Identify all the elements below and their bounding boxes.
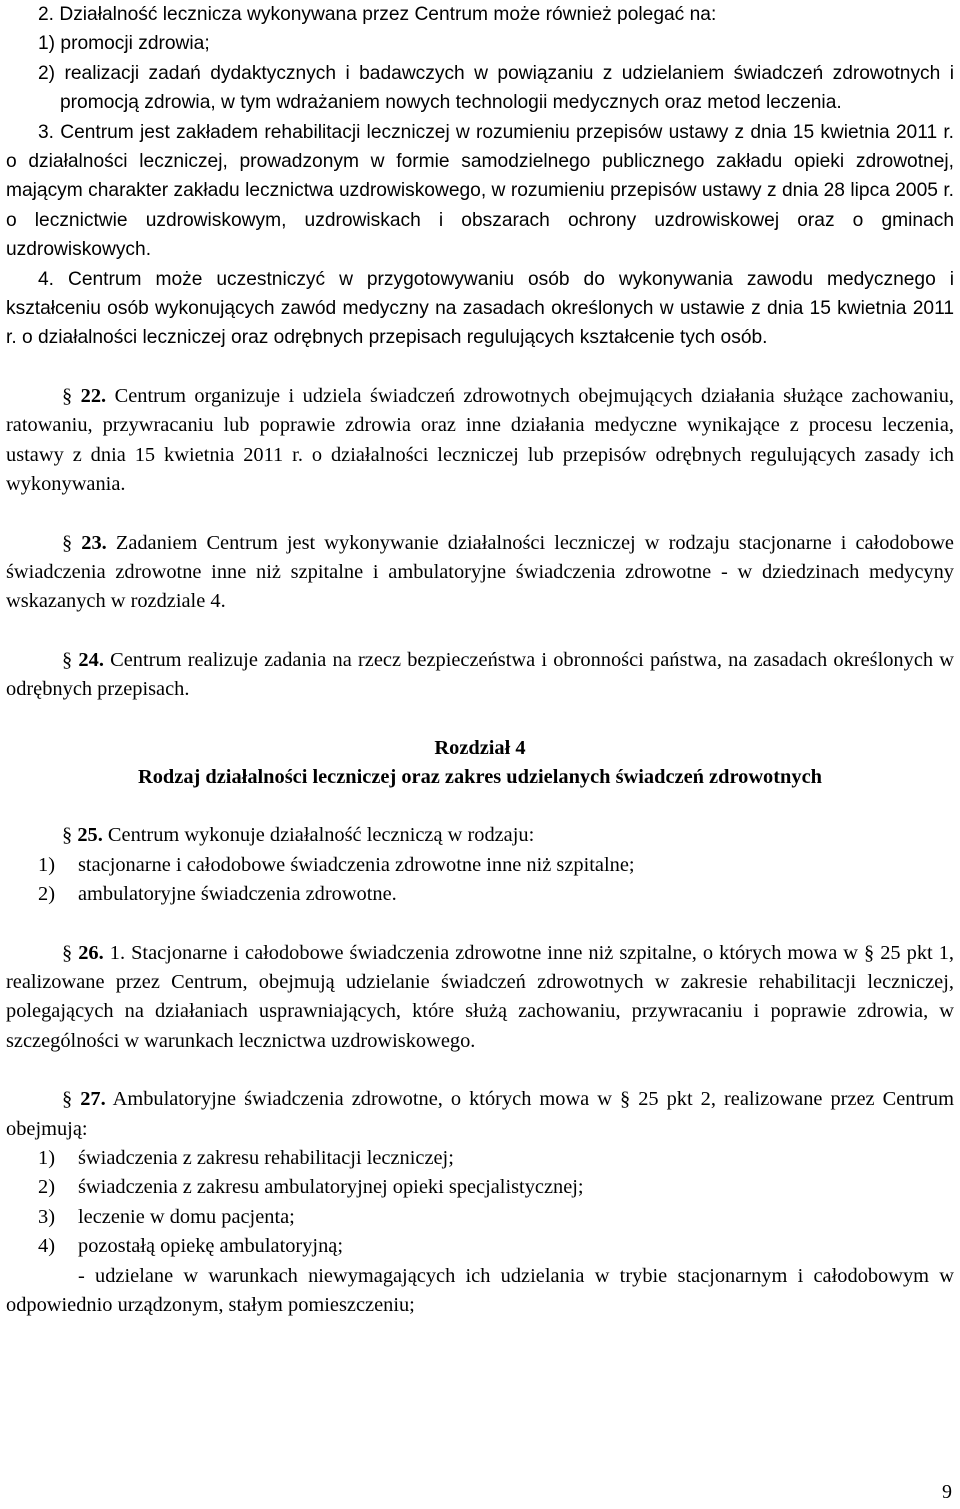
section-sign: § — [62, 941, 73, 964]
section-sign: § — [62, 648, 73, 671]
list-number: 1) — [38, 853, 55, 876]
list-number: 4) — [38, 1235, 55, 1258]
list-text: pozostałą opiekę ambulatoryjną; — [78, 1235, 343, 1258]
section-sign: § — [62, 531, 73, 554]
section-sign: § — [62, 824, 73, 847]
item-3-text-b: o działalności leczniczej, prowadzonym w formie samodzielnego publicznego zakładu opieki zdrowotnej, mającym charakter zakładu lecznictwa uzdrowiskowego, w rozumieniu przepisów ustawy z dnia 28 lipca 2005 r. o lecznictwie uzdrowiskowym, uzdrowiskach i obszarach ochrony uzdrowiskowej oraz o gminach uzdrowiskowych. — [6, 151, 954, 261]
item-3-number: 3. — [38, 121, 55, 143]
section-27-item — [6, 1232, 954, 1261]
spacer — [6, 500, 954, 529]
list-text: stacjonarne i całodobowe świadczenia zdrowotne inne niż szpitalne; — [78, 853, 635, 876]
spacer — [6, 792, 954, 821]
list-number: 2) — [38, 1176, 55, 1199]
item-2-sub-1: 1) promocji zdrowia; — [38, 33, 210, 55]
section-23-number: 23. — [81, 531, 107, 554]
item-3 — [6, 118, 954, 265]
item-4-text: Centrum może uczestniczyć w przygotowywaniu osób do wykonywania zawodu medycznego i kształceniu osób wykonujących zawód medyczny na zasadach określonych w ustawie z dnia 15 kwietnia 2011 r. o działalności leczniczej oraz odrębnych przepisach regulujących kształcenie tych osób. — [6, 268, 954, 349]
section-27-number: 27. — [80, 1088, 106, 1111]
list-text: świadczenia z zakresu rehabilitacji leczniczej; — [78, 1147, 454, 1169]
chapter-subtitle: Rodzaj działalności leczniczej oraz zakres udzielanych świadczeń zdrowotnych — [138, 765, 822, 788]
list-text: leczenie w domu pacjenta; — [78, 1205, 295, 1228]
list-number: 1) — [38, 1147, 55, 1169]
section-27-item — [6, 1173, 954, 1202]
section-24-number: 24. — [78, 648, 104, 671]
section-25-text: Centrum wykonuje działalność leczniczą w rodzaju: — [107, 824, 535, 847]
item-2: 2. Działalność lecznicza wykonywana przez Centrum może również polegać na: — [38, 4, 717, 25]
section-25 — [6, 821, 954, 850]
section-25-number: 25. — [77, 824, 103, 847]
section-sign: § — [62, 384, 73, 407]
page-number: 9 — [942, 1481, 952, 1503]
section-sign: § — [62, 1088, 73, 1111]
spacer — [6, 353, 954, 382]
section-24 — [6, 646, 954, 705]
document-page — [6, 0, 954, 1320]
section-27-text: Ambulatoryjne świadczenia zdrowotne, o których mowa w § 25 pkt 2, realizowane przez Centrum obejmują: — [6, 1088, 954, 1140]
item-3-text-a: Centrum jest zakładem rehabilitacji leczniczej w rozumieniu przepisów ustawy z dnia 15 kwietnia 2011 r. — [60, 121, 954, 143]
section-26-text: 1. Stacjonarne i całodobowe świadczenia zdrowotne inne niż szpitalne, o których mowa w § 25 pkt 1, realizowane przez Centrum, obejmują udzielanie świadczeń zdrowotnych w zakresie rehabilitacji leczniczej, polegających na działaniach usprawniających, które służą zachowaniu, przywracaniu i poprawie zdrowia, w szczególności w warunkach lecznictwa uzdrowiskowego. — [6, 941, 955, 1052]
spacer — [6, 1056, 954, 1085]
list-number: 3) — [38, 1205, 55, 1228]
item-4-number: 4. — [38, 268, 55, 290]
section-27-tail: - udzielane w warunkach niewymagających ich udzielania w trybie stacjonarnym i całodobowym w odpowiednio urządzonym, stałym pomieszczeniu; — [6, 1264, 954, 1317]
chapter-title: Rozdział 4 — [434, 736, 526, 759]
section-27-item — [6, 1203, 954, 1232]
section-22-text: Centrum organizuje i udziela świadczeń zdrowotnych obejmujących działania służące zachowaniu, ratowaniu, przywracaniu lub poprawie zdrowia oraz inne działania medyczne wynikające z procesu leczenia, ustawy z dnia 15 kwietnia 2011 r. o działalności leczniczej lub przepisów odrębnych regulujących zasady ich wykonywania. — [6, 384, 954, 496]
section-23-text: Zadaniem Centrum jest wykonywanie działalności leczniczej w rodzaju stacjonarne i całodobowe świadczenia zdrowotne inne niż szpitalne i ambulatoryjne świadczenia zdrowotne - w dziedzinach medycyny wskazanych w rozdziale 4. — [6, 531, 954, 613]
item-4 — [6, 265, 954, 353]
item-2-sub-2: 2) realizacji zadań dydaktycznych i badawczych w powiązaniu z udzielaniem świadczeń zdrowotnych i promocją zdrowia, w tym wdrażaniem nowych technologii medycznych oraz metod leczenia. — [38, 62, 954, 114]
section-25-item — [6, 851, 954, 880]
spacer — [6, 617, 954, 646]
list-number: 2) — [38, 883, 55, 906]
section-27 — [6, 1085, 954, 1144]
spacer — [6, 705, 954, 734]
section-26 — [6, 939, 954, 1057]
section-24-text: Centrum realizuje zadania na rzecz bezpieczeństwa i obronności państwa, na zasadach określonych w odrębnych przepisach. — [6, 648, 954, 701]
list-text: ambulatoryjne świadczenia zdrowotne. — [78, 883, 397, 906]
list-text: świadczenia z zakresu ambulatoryjnej opieki specjalistycznej; — [78, 1176, 584, 1199]
spacer — [6, 910, 954, 939]
section-23 — [6, 529, 954, 617]
section-22-number: 22. — [80, 384, 107, 407]
section-25-item — [6, 880, 954, 909]
section-27-item — [6, 1144, 954, 1173]
section-26-number: 26. — [78, 941, 104, 964]
section-22 — [6, 382, 954, 500]
